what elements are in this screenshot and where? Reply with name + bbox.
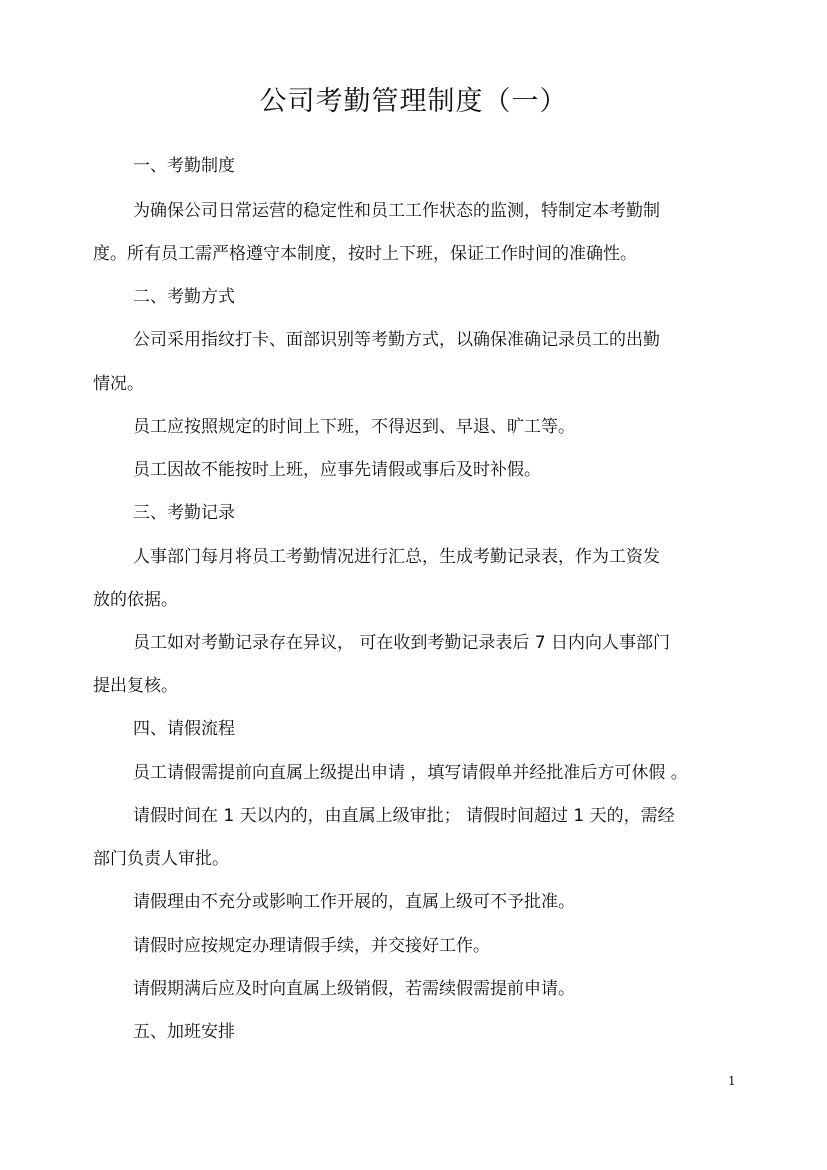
section-heading-leave-process: 四、请假流程: [133, 719, 235, 739]
paragraph-line: 请假理由不充分或影响工作开展的，直属上级可不予批准。: [133, 892, 575, 912]
paragraph-line: 度。所有员工需严格遵守本制度，按时上下班，保证工作时间的准确性。: [93, 244, 637, 264]
page-number: 1: [728, 1074, 736, 1088]
paragraph-line: 情况。: [93, 374, 144, 394]
paragraph-line: 请假时应按规定办理请假手续，并交接好工作。: [133, 936, 490, 956]
section-heading-overtime: 五、加班安排: [133, 1022, 235, 1042]
paragraph-line: 员工因故不能按时上班，应事先请假或事后及时补假。: [133, 460, 541, 480]
paragraph-line: 公司采用指纹打卡、面部识别等考勤方式，以确保准确记录员工的出勤: [133, 330, 660, 350]
section-heading-attendance-method: 二、考勤方式: [133, 287, 235, 307]
paragraph-line: 部门负责人审批。: [93, 849, 229, 869]
paragraph-line: 人事部门每月将员工考勤情况进行汇总，生成考勤记录表，作为工资发: [133, 547, 660, 567]
paragraph-line: 提出复核。: [93, 676, 178, 696]
paragraph-line: 员工请假需提前向直属上级提出申请 ，填写请假单并经批准后方可休假 。: [133, 763, 688, 783]
paragraph-line: 员工应按照规定的时间上下班，不得迟到、早退、旷工等。: [133, 417, 575, 437]
document-title: 公司考勤管理制度（一）: [259, 86, 568, 117]
paragraph-line: 请假期满后应及时向直属上级销假，若需续假需提前申请。: [133, 979, 575, 999]
paragraph-line: 放的依据。: [93, 590, 178, 610]
paragraph-line: 为确保公司日常运营的稳定性和员工工作状态的监测，特制定本考勤制: [133, 201, 660, 221]
paragraph-line: 请假时间在 1 天以内的，由直属上级审批； 请假时间超过 1 天的，需经: [133, 806, 675, 826]
section-heading-attendance-system: 一、考勤制度: [133, 156, 235, 176]
paragraph-line: 员工如对考勤记录存在异议， 可在收到考勤记录表后 7 日内向人事部门: [133, 633, 671, 653]
section-heading-attendance-record: 三、考勤记录: [133, 503, 235, 523]
